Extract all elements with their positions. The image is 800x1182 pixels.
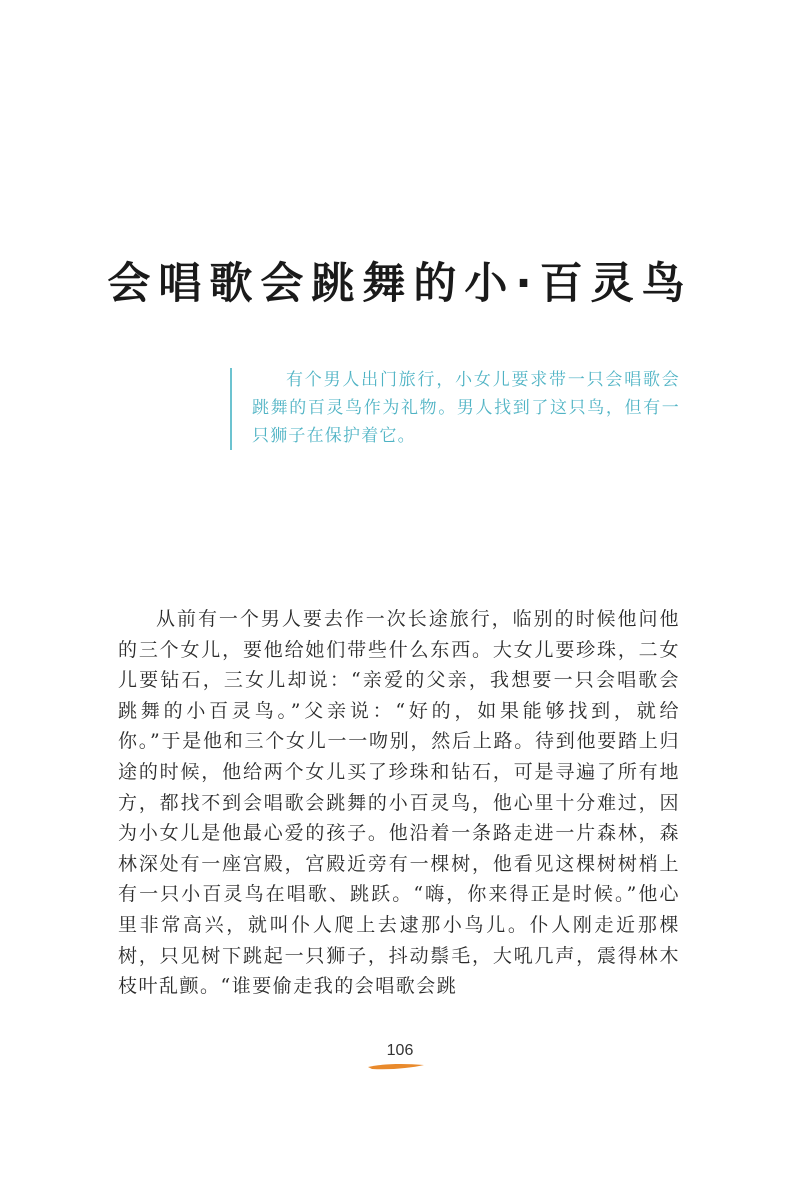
chapter-title: 会唱歌会跳舞的小·百灵鸟 <box>107 259 693 309</box>
brush-stroke-decoration <box>366 1061 426 1071</box>
chapter-summary <box>230 366 685 450</box>
summary-accent-bar <box>230 368 232 450</box>
summary-text: 有个男人出门旅行，小女儿要求带一只会唱歌会跳舞的百灵鸟作为礼物。男人找到了这只鸟，但有一只狮子在保护着它。 <box>252 370 680 446</box>
page-number: 106 <box>386 1042 414 1059</box>
story-paragraph: 从前有一个男人要去作一次长途旅行，临别的时候他问他的三个女儿，要他给她们带些什么东西。大女儿要珍珠，二女儿要钻石，三女儿却说：“亲爱的父亲，我想要一只会唱歌会跳舞的小百灵鸟。”父亲说：“好的，如果能够找到，就给你。”于是他和三个女儿一一吻别，然后上路。待到他要踏上归途的时候，他给两个女儿买了珍珠和钻石，可是寻遍了所有地方，都找不到会唱歌会跳舞的小百灵鸟，他心里十分难过，因为小女儿是他最心爱的孩子。他沿着一条路走进一片森林，森林深处有一座宫殿，宫殿近旁有一棵树，他看见这棵树树梢上有一只小百灵鸟在唱歌、跳跃。“嗨，你来得正是时候。”他心里非常高兴，就叫仆人爬上去逮那小鸟儿。仆人刚走近那棵树，只见树下跳起一只狮子，抖动鬃毛，大吼几声，震得林木枝叶乱颤。“谁要偷走我的会唱歌会跳 <box>118 608 680 998</box>
